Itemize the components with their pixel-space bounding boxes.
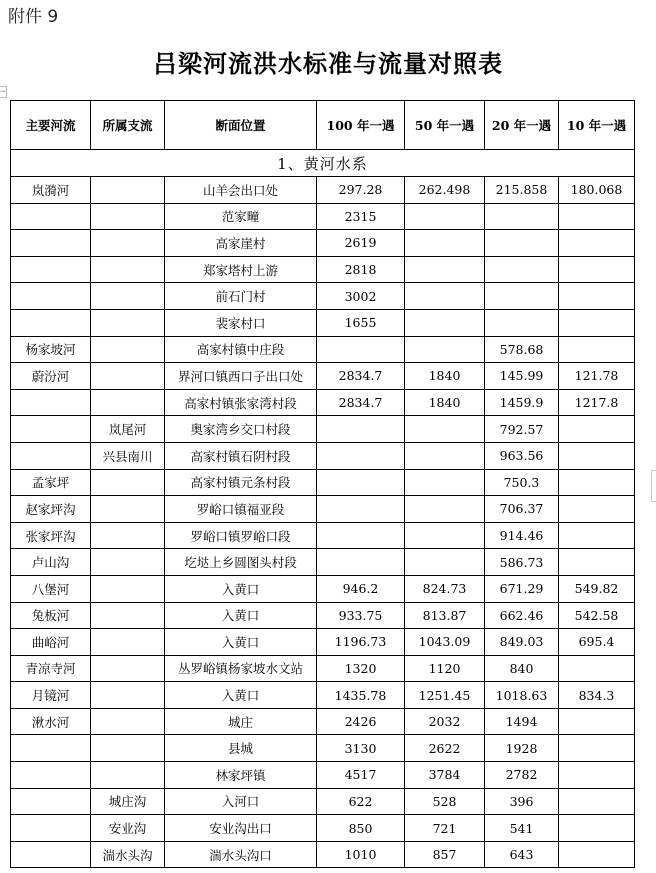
- table-cell: 933.75: [317, 602, 405, 629]
- table-cell: [91, 602, 165, 629]
- table-cell: 946.2: [317, 575, 405, 602]
- table-cell: [559, 841, 635, 868]
- table-cell: 1120: [405, 655, 485, 682]
- table-row: [11, 735, 635, 762]
- table-cell: 121.78: [559, 363, 635, 390]
- table-cell: 528: [405, 788, 485, 815]
- column-header: 100 年一遇: [317, 101, 405, 150]
- table-row: [11, 283, 635, 310]
- table-cell: [91, 203, 165, 230]
- table-cell: 湍水头沟口: [165, 841, 317, 868]
- table-cell: 安业沟出口: [165, 815, 317, 842]
- table-cell: 1217.8: [559, 389, 635, 416]
- table-cell: 高家村镇石阴村段: [165, 442, 317, 469]
- table-cell: [91, 363, 165, 390]
- table-row: [11, 682, 635, 709]
- table-cell: 3784: [405, 762, 485, 789]
- table-cell: [11, 256, 91, 283]
- table-cell: 1494: [485, 708, 559, 735]
- table-cell: 180.068: [559, 177, 635, 204]
- table-cell: [11, 762, 91, 789]
- table-cell: [11, 230, 91, 257]
- column-header: 主要河流: [11, 101, 91, 150]
- edge-handle[interactable]: [651, 470, 656, 502]
- table-cell: [559, 735, 635, 762]
- section-label: 1、黄河水系: [11, 150, 635, 177]
- table-cell: [91, 336, 165, 363]
- section-row: [11, 150, 635, 177]
- table-row: [11, 522, 635, 549]
- table-cell: 1840: [405, 389, 485, 416]
- table-cell: 兔板河: [11, 602, 91, 629]
- table-cell: [405, 549, 485, 576]
- table-cell: 罗峪口镇罗峪口段: [165, 522, 317, 549]
- table-cell: 586.73: [485, 549, 559, 576]
- table-cell: [559, 655, 635, 682]
- table-cell: 孟家坪: [11, 469, 91, 496]
- table-cell: [91, 522, 165, 549]
- table-cell: 4517: [317, 762, 405, 789]
- table-cell: 丛罗峪镇杨家坡水文站: [165, 655, 317, 682]
- table-cell: 城庄: [165, 708, 317, 735]
- table-cell: 2818: [317, 256, 405, 283]
- table-cell: [559, 416, 635, 443]
- page-title: 吕梁河流洪水标准与流量对照表: [153, 49, 503, 78]
- table-cell: [405, 203, 485, 230]
- table-cell: [317, 416, 405, 443]
- table-cell: [11, 203, 91, 230]
- table-cell: 578.68: [485, 336, 559, 363]
- table-cell: 兴县南川: [91, 442, 165, 469]
- table-cell: 山羊会出口处: [165, 177, 317, 204]
- table-cell: 1018.63: [485, 682, 559, 709]
- table-cell: 1320: [317, 655, 405, 682]
- table-cell: [11, 442, 91, 469]
- table-row: [11, 389, 635, 416]
- table-cell: 396: [485, 788, 559, 815]
- table-cell: 湍水头沟: [91, 841, 165, 868]
- table-cell: [91, 629, 165, 656]
- table-row: [11, 549, 635, 576]
- table-cell: 入黄口: [165, 575, 317, 602]
- table-cell: [91, 655, 165, 682]
- table-cell: 662.46: [485, 602, 559, 629]
- table-cell: 542.58: [559, 602, 635, 629]
- table-cell: [405, 469, 485, 496]
- table-cell: [91, 469, 165, 496]
- table-cell: [91, 682, 165, 709]
- table-cell: 林家坪镇: [165, 762, 317, 789]
- table-cell: 3002: [317, 283, 405, 310]
- table-cell: 2315: [317, 203, 405, 230]
- table-cell: [91, 283, 165, 310]
- table-cell: 安业沟: [91, 815, 165, 842]
- table-cell: 郑家塔村上游: [165, 256, 317, 283]
- table-cell: 县城: [165, 735, 317, 762]
- table-cell: 1010: [317, 841, 405, 868]
- table-cell: 792.57: [485, 416, 559, 443]
- table-cell: [485, 309, 559, 336]
- table-header-row: [11, 101, 635, 150]
- table-row: [11, 363, 635, 390]
- table-cell: [317, 336, 405, 363]
- table-cell: 高家崖村: [165, 230, 317, 257]
- table-cell: 840: [485, 655, 559, 682]
- attachment-label: 附件 9: [8, 7, 59, 27]
- table-cell: [91, 389, 165, 416]
- table-cell: 湫水河: [11, 708, 91, 735]
- table-cell: 高家村镇元条村段: [165, 469, 317, 496]
- table-cell: 入河口: [165, 788, 317, 815]
- table-row: [11, 442, 635, 469]
- table-cell: 曲峪河: [11, 629, 91, 656]
- column-header: 20 年一遇: [485, 101, 559, 150]
- table-cell: 城庄沟: [91, 788, 165, 815]
- table-cell: 奥家湾乡交口村段: [165, 416, 317, 443]
- table-cell: 张家坪沟: [11, 522, 91, 549]
- table-cell: 1655: [317, 309, 405, 336]
- table-row: [11, 655, 635, 682]
- table-cell: [91, 735, 165, 762]
- table-row: [11, 203, 635, 230]
- table-cell: 1928: [485, 735, 559, 762]
- table-cell: [559, 549, 635, 576]
- table-cell: 前石门村: [165, 283, 317, 310]
- table-cell: [11, 416, 91, 443]
- table-row: [11, 841, 635, 868]
- table-cell: 圪垯上乡圆图头村段: [165, 549, 317, 576]
- table-cell: 裴家村口: [165, 309, 317, 336]
- table-cell: 入黄口: [165, 629, 317, 656]
- table-cell: [317, 442, 405, 469]
- table-cell: [559, 336, 635, 363]
- table-cell: [405, 256, 485, 283]
- table-row: [11, 602, 635, 629]
- table-cell: [405, 496, 485, 523]
- table-row: [11, 762, 635, 789]
- table-cell: [91, 177, 165, 204]
- table-cell: 834.3: [559, 682, 635, 709]
- table-cell: 入黄口: [165, 602, 317, 629]
- table-cell: [405, 309, 485, 336]
- table-cell: 721: [405, 815, 485, 842]
- table-cell: 643: [485, 841, 559, 868]
- table-cell: 963.56: [485, 442, 559, 469]
- table-cell: 215.858: [485, 177, 559, 204]
- column-header: 10 年一遇: [559, 101, 635, 150]
- table-cell: 卢山沟: [11, 549, 91, 576]
- table-cell: [485, 256, 559, 283]
- table-cell: 界河口镇西口子出口处: [165, 363, 317, 390]
- table-cell: [91, 575, 165, 602]
- table-cell: 541: [485, 815, 559, 842]
- table-cell: 月镜河: [11, 682, 91, 709]
- table-cell: [559, 283, 635, 310]
- table-cell: 857: [405, 841, 485, 868]
- table-cell: 罗峪口镇福亚段: [165, 496, 317, 523]
- table-cell: [11, 309, 91, 336]
- table-cell: 1043.09: [405, 629, 485, 656]
- table-row: [11, 256, 635, 283]
- table-cell: [405, 230, 485, 257]
- table-row: [11, 815, 635, 842]
- table-cell: 549.82: [559, 575, 635, 602]
- table-cell: 813.87: [405, 602, 485, 629]
- table-cell: [91, 309, 165, 336]
- table-cell: [11, 283, 91, 310]
- table-cell: [559, 496, 635, 523]
- table-cell: [11, 389, 91, 416]
- table-cell: [559, 309, 635, 336]
- table-cell: 824.73: [405, 575, 485, 602]
- table-cell: [405, 522, 485, 549]
- table-cell: [405, 442, 485, 469]
- table-cell: 1251.45: [405, 682, 485, 709]
- table-cell: 145.99: [485, 363, 559, 390]
- table-cell: [91, 496, 165, 523]
- column-header: 所属支流: [91, 101, 165, 150]
- table-cell: [91, 549, 165, 576]
- table-cell: [405, 336, 485, 363]
- table-row: [11, 575, 635, 602]
- table-cell: 3130: [317, 735, 405, 762]
- table-cell: [11, 788, 91, 815]
- table-cell: 262.498: [405, 177, 485, 204]
- table-cell: [317, 496, 405, 523]
- table-cell: 2834.7: [317, 389, 405, 416]
- table-cell: [91, 230, 165, 257]
- table-cell: 849.03: [485, 629, 559, 656]
- table-cell: 695.4: [559, 629, 635, 656]
- table-cell: [11, 735, 91, 762]
- table-cell: [317, 522, 405, 549]
- table-cell: 高家村镇张家湾村段: [165, 389, 317, 416]
- table-cell: 2622: [405, 735, 485, 762]
- table-cell: 岚尾河: [91, 416, 165, 443]
- table-cell: [559, 522, 635, 549]
- table-row: [11, 336, 635, 363]
- table-cell: [485, 283, 559, 310]
- table-cell: [559, 762, 635, 789]
- flood-flow-table: [10, 100, 635, 868]
- table-cell: 1840: [405, 363, 485, 390]
- table-cell: 蔚汾河: [11, 363, 91, 390]
- table-row: [11, 309, 635, 336]
- table-cell: 1459.9: [485, 389, 559, 416]
- table-cell: 622: [317, 788, 405, 815]
- table-cell: 297.28: [317, 177, 405, 204]
- table-cell: [317, 469, 405, 496]
- table-cell: 706.37: [485, 496, 559, 523]
- table-cell: 2032: [405, 708, 485, 735]
- table-cell: 八堡河: [11, 575, 91, 602]
- table-cell: [91, 762, 165, 789]
- table-cell: [559, 815, 635, 842]
- table-cell: [559, 230, 635, 257]
- table-cell: [91, 256, 165, 283]
- table-cell: 2834.7: [317, 363, 405, 390]
- table-cell: [559, 708, 635, 735]
- table-cell: 850: [317, 815, 405, 842]
- column-header: 50 年一遇: [405, 101, 485, 150]
- table-cell: 1435.78: [317, 682, 405, 709]
- table-cell: [559, 256, 635, 283]
- table-cell: 750.3: [485, 469, 559, 496]
- column-header: 断面位置: [165, 101, 317, 150]
- table-cell: [11, 815, 91, 842]
- table-row: [11, 230, 635, 257]
- table-cell: [559, 469, 635, 496]
- table-row: [11, 177, 635, 204]
- table-cell: 岚漪河: [11, 177, 91, 204]
- table-cell: [485, 203, 559, 230]
- table-cell: [317, 549, 405, 576]
- table-cell: [559, 442, 635, 469]
- table-cell: [559, 788, 635, 815]
- table-row: [11, 496, 635, 523]
- expand-arrow-icon[interactable]: →: [0, 86, 7, 98]
- table-cell: 671.29: [485, 575, 559, 602]
- table-cell: [91, 708, 165, 735]
- table-cell: 2619: [317, 230, 405, 257]
- table-row: [11, 416, 635, 443]
- table-cell: [405, 283, 485, 310]
- table-cell: 青凉寺河: [11, 655, 91, 682]
- table-cell: 杨家坡河: [11, 336, 91, 363]
- table-cell: 1196.73: [317, 629, 405, 656]
- table-cell: [559, 203, 635, 230]
- table-row: [11, 708, 635, 735]
- table-cell: 范家疃: [165, 203, 317, 230]
- table-row: [11, 469, 635, 496]
- table-row: [11, 788, 635, 815]
- table-cell: 914.46: [485, 522, 559, 549]
- table-cell: 2782: [485, 762, 559, 789]
- table-cell: [405, 416, 485, 443]
- table-cell: 赵家坪沟: [11, 496, 91, 523]
- table-row: [11, 629, 635, 656]
- table-cell: 2426: [317, 708, 405, 735]
- table-cell: [485, 230, 559, 257]
- table-cell: 入黄口: [165, 682, 317, 709]
- table-cell: 高家村镇中庄段: [165, 336, 317, 363]
- table-cell: [11, 841, 91, 868]
